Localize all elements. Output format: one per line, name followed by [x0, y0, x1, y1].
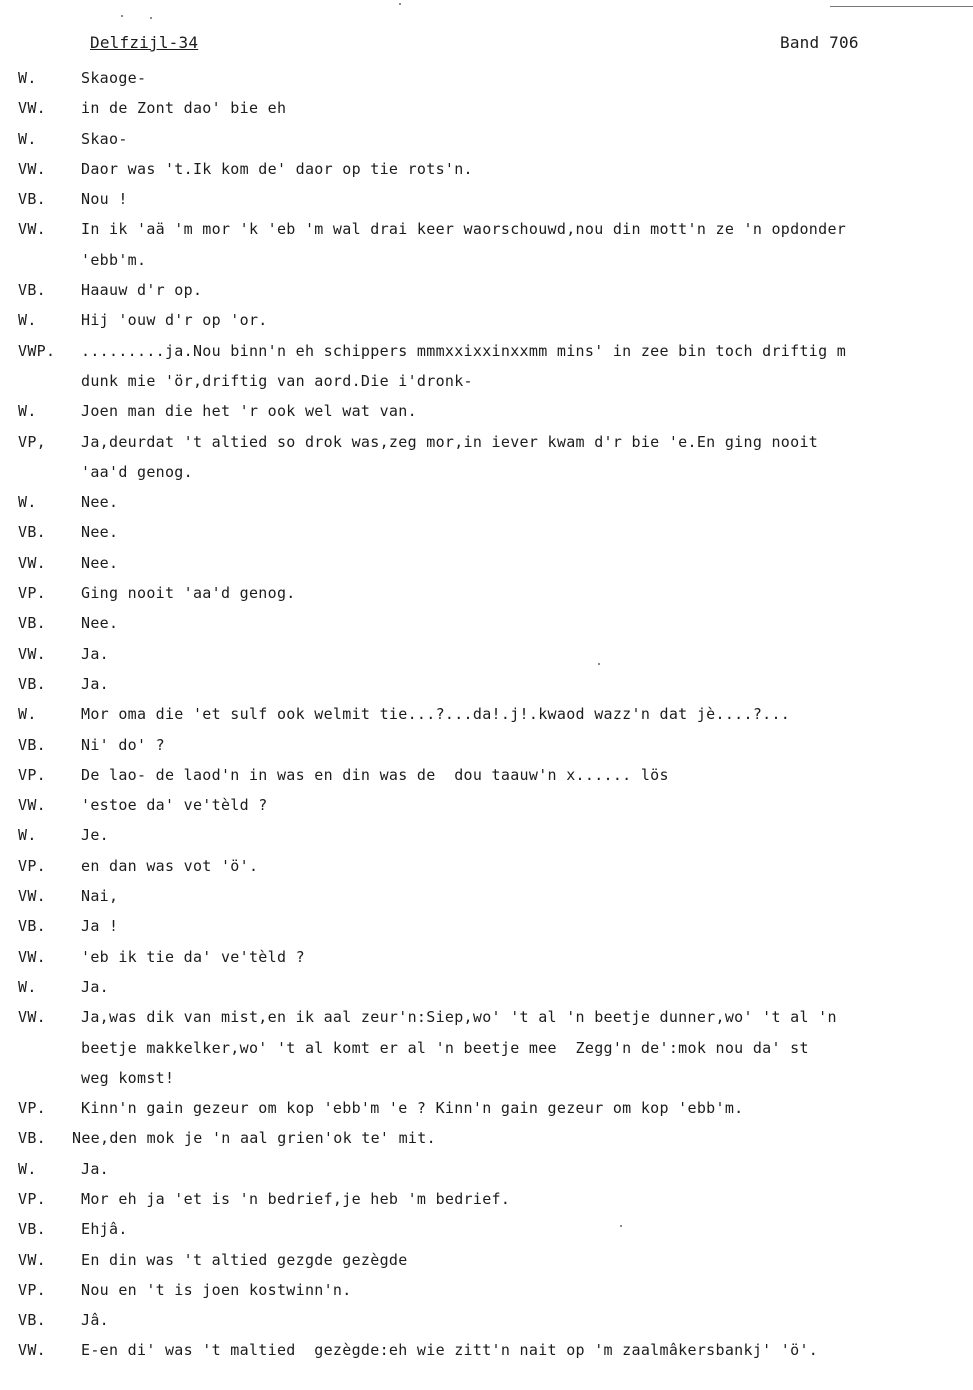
speaker-code: VP. — [18, 1189, 46, 1208]
utterance-text: Ging nooit 'aa'd genog. — [81, 584, 296, 603]
transcript-line — [0, 517, 973, 547]
transcript-line — [0, 1245, 973, 1275]
utterance-text: weg komst! — [81, 1068, 175, 1087]
utterance-text: En din was 't altied gezgde gezègde — [81, 1250, 408, 1269]
transcript-line — [0, 427, 973, 457]
utterance-text: Nee,den mok je 'n aal grien'ok te' mit. — [72, 1129, 436, 1148]
transcript-line — [0, 639, 973, 669]
transcript-line — [0, 124, 973, 154]
transcript-line — [0, 93, 973, 123]
speaker-code: VP. — [18, 1280, 46, 1299]
transcript-line — [0, 820, 973, 850]
utterance-text: Hij 'ouw d'r op 'or. — [81, 311, 268, 330]
utterance-text: 'ebb'm. — [81, 250, 147, 269]
utterance-text: Nee. — [81, 614, 119, 633]
transcript-line — [0, 1093, 973, 1123]
speck — [620, 1225, 622, 1227]
speaker-code: W. — [18, 977, 37, 996]
utterance-text: 'aa'd genog. — [81, 462, 193, 481]
speaker-code: W. — [18, 705, 37, 724]
transcript-line — [0, 851, 973, 881]
utterance-text: .........ja.Nou binn'n eh schippers mmmxxixxinxxmm mins' in zee bin toch driftig m — [81, 341, 847, 360]
speaker-code: VB. — [18, 735, 46, 754]
utterance-text: Jâ. — [81, 1311, 109, 1330]
transcript-line — [0, 1123, 973, 1153]
utterance-text: Skaoge- — [81, 69, 147, 87]
speaker-code: VW. — [18, 220, 46, 239]
speaker-code: VP. — [18, 584, 46, 603]
transcript-line — [0, 608, 973, 638]
transcript-line — [0, 942, 973, 972]
top-rule — [830, 6, 973, 7]
utterance-text: Nou ! — [81, 190, 128, 209]
transcript-line — [0, 972, 973, 1002]
transcript-line — [0, 578, 973, 608]
speaker-code: W. — [18, 826, 37, 845]
transcript-line — [0, 396, 973, 426]
utterance-text: Kinn'n gain gezeur om kop 'ebb'm 'e ? Kinn'n gain gezeur om kop 'ebb'm. — [81, 1099, 744, 1118]
speaker-code: VB. — [18, 674, 46, 693]
transcript-line — [0, 1154, 973, 1184]
transcript-line — [0, 760, 973, 790]
transcript-line — [0, 214, 973, 244]
transcript-line — [0, 548, 973, 578]
speaker-code: VWP. — [18, 341, 56, 360]
utterance-text: Ja. — [81, 977, 109, 996]
utterance-text: In ik 'aä 'm mor 'k 'eb 'm wal drai keer waorschouwd,nou din mott'n ze 'n opdonder — [81, 220, 847, 239]
transcript-line — [0, 245, 973, 275]
transcript-line — [0, 669, 973, 699]
speaker-code: VP. — [18, 856, 46, 875]
speaker-code: VW. — [18, 644, 46, 663]
transcript-line — [0, 1002, 973, 1032]
transcript-line — [0, 184, 973, 214]
speaker-code: W. — [18, 1159, 37, 1178]
speaker-code: VB. — [18, 614, 46, 633]
utterance-text: Haauw d'r op. — [81, 281, 203, 300]
band-label: Band 706 — [780, 33, 859, 52]
transcript-line — [0, 881, 973, 911]
speck — [150, 17, 152, 19]
speaker-code: VW. — [18, 947, 46, 966]
speaker-code: VB. — [18, 917, 46, 936]
utterance-text: in de Zont dao' bie eh — [81, 99, 287, 118]
transcript-line — [0, 730, 973, 760]
utterance-text: Nee. — [81, 553, 119, 572]
speck — [598, 663, 600, 665]
transcript-line — [0, 305, 973, 335]
utterance-text: Ni' do' ? — [81, 735, 165, 754]
speaker-code: VW. — [18, 553, 46, 572]
speaker-code: VP. — [18, 1099, 46, 1118]
transcript-line — [0, 1184, 973, 1214]
transcript-line — [0, 275, 973, 305]
utterance-text: Mor eh ja 'et is 'n bedrief,je heb 'm bedrief. — [81, 1189, 511, 1208]
speaker-code: VB. — [18, 523, 46, 542]
utterance-text: Joen man die het 'r ook wel wat van. — [81, 402, 417, 421]
utterance-text: beetje makkelker,wo' 't al komt er al 'n beetje mee Zegg'n de':mok nou da' st — [81, 1038, 809, 1057]
utterance-text: Je. — [81, 826, 109, 845]
utterance-text: Nee. — [81, 493, 119, 512]
transcript-line — [0, 1275, 973, 1305]
utterance-text: E-en di' was 't maltied gezègde:eh wie zitt'n nait op 'm zaalmâkersbankj' 'ö'. — [81, 1341, 819, 1360]
document-title: Delfzijl-34 — [90, 33, 199, 52]
utterance-text: 'eb ik tie da' ve'tèld ? — [81, 947, 305, 966]
transcript-line — [0, 487, 973, 517]
utterance-text: Skao- — [81, 129, 128, 148]
speaker-code: VW. — [18, 887, 46, 906]
speaker-code: VP. — [18, 765, 46, 784]
utterance-text: Ehjâ. — [81, 1220, 128, 1239]
utterance-text: Ja. — [81, 674, 109, 693]
utterance-text: Ja,was dik van mist,en ik aal zeur'n:Siep,wo' 't al 'n beetje dunner,wo' 't al 'n — [81, 1008, 837, 1027]
transcript-line — [0, 457, 973, 487]
transcript-line — [0, 1305, 973, 1335]
transcript-line — [0, 1033, 973, 1063]
utterance-text: Ja. — [81, 1159, 109, 1178]
utterance-text: Ja. — [81, 644, 109, 663]
speaker-code: VW. — [18, 1341, 46, 1360]
speaker-code: VB. — [18, 1129, 46, 1148]
utterance-text: Ja ! — [81, 917, 119, 936]
speaker-code: VB. — [18, 1220, 46, 1239]
utterance-text: 'estoe da' ve'tèld ? — [81, 796, 268, 815]
transcript — [0, 63, 973, 1366]
utterance-text: Nee. — [81, 523, 119, 542]
speaker-code: VW. — [18, 159, 46, 178]
utterance-text: dunk mie 'ör,driftig van aord.Die i'dronk- — [81, 371, 473, 390]
transcript-line — [0, 1063, 973, 1093]
utterance-text: en dan was vot 'ö'. — [81, 856, 259, 875]
speck — [399, 3, 401, 5]
transcript-line — [0, 911, 973, 941]
transcript-line — [0, 366, 973, 396]
speaker-code: VW. — [18, 99, 46, 118]
utterance-text: Daor was 't.Ik kom de' daor op tie rots'n. — [81, 159, 473, 178]
speck — [121, 15, 123, 17]
transcript-line — [0, 790, 973, 820]
transcript-line — [0, 336, 973, 366]
transcript-line — [0, 63, 973, 93]
transcript-line — [0, 1335, 973, 1365]
speaker-code: VP, — [18, 432, 46, 451]
utterance-text: Nai, — [81, 887, 119, 906]
speaker-code: VB. — [18, 1311, 46, 1330]
speaker-code: W. — [18, 493, 37, 512]
speaker-code: VW. — [18, 1008, 46, 1027]
speaker-code: VB. — [18, 281, 46, 300]
speaker-code: W. — [18, 129, 37, 148]
transcript-line — [0, 154, 973, 184]
speaker-code: W. — [18, 311, 37, 330]
speaker-code: VW. — [18, 796, 46, 815]
utterance-text: De lao- de laod'n in was en din was de dou taauw'n x...... lös — [81, 765, 669, 784]
transcript-line — [0, 1214, 973, 1244]
speaker-code: VW. — [18, 1250, 46, 1269]
speaker-code: W. — [18, 69, 37, 87]
utterance-text: Nou en 't is joen kostwinn'n. — [81, 1280, 352, 1299]
speaker-code: W. — [18, 402, 37, 421]
utterance-text: Ja,deurdat 't altied so drok was,zeg mor,in iever kwam d'r bie 'e.En ging nooit — [81, 432, 819, 451]
utterance-text: Mor oma die 'et sulf ook welmit tie...?...da!.j!.kwaod wazz'n dat jè....?... — [81, 705, 791, 724]
transcript-line — [0, 699, 973, 729]
speaker-code: VB. — [18, 190, 46, 209]
